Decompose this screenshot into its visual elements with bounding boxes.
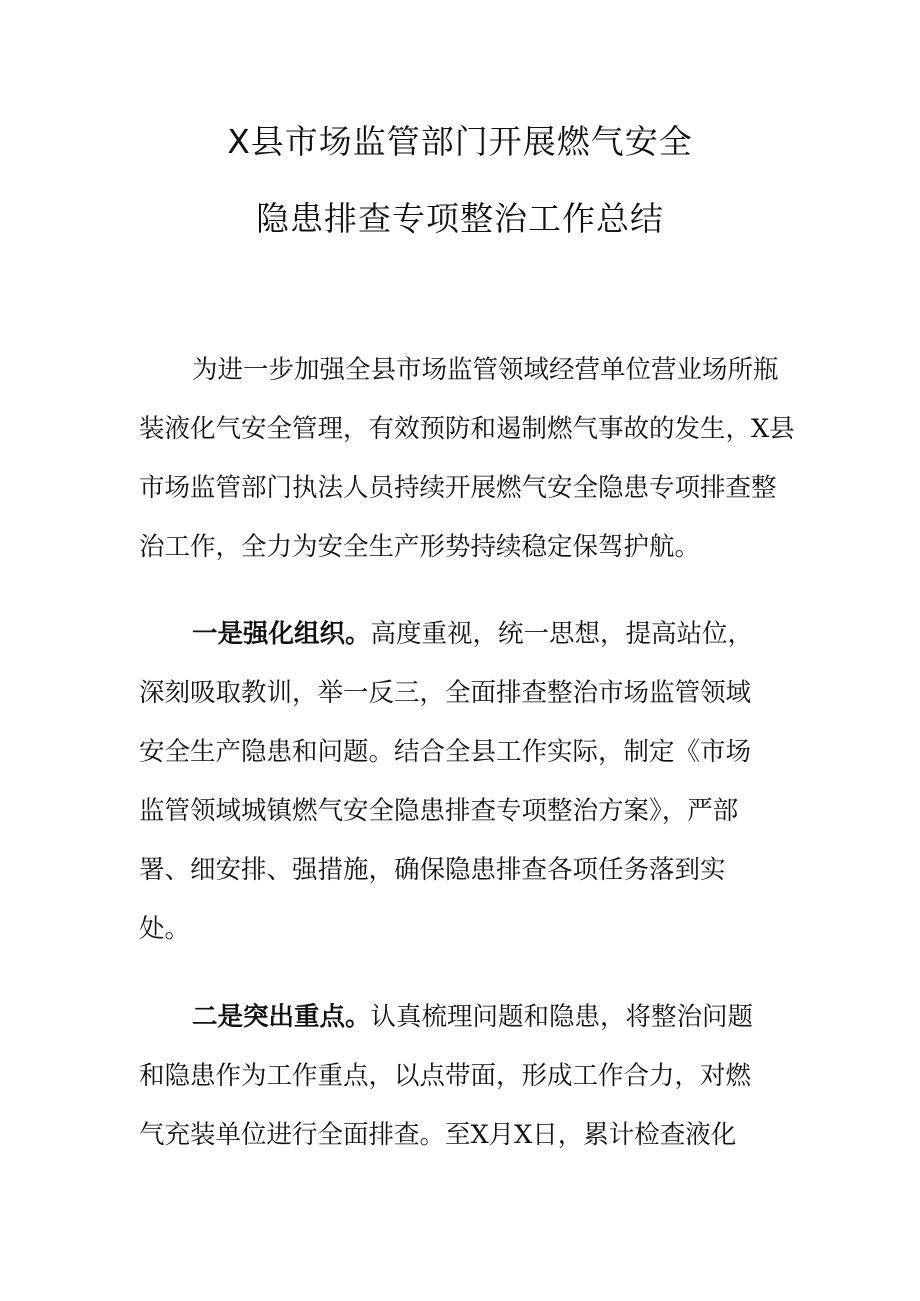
paragraph-highlight-priorities: [139, 988, 771, 1165]
paragraph-intro-text: 为进一步加强全县市场监管领域经营单位营业场所瓶装液化气安全管理，有效预防和遏制燃气事故的发生，X县市场监管部门执法人员持续开展燃气安全隐患专项排查整治工作，全力为安全生产形势持续稳定保驾护航。: [139, 355, 795, 562]
paragraph-lead-heading: 一是强化组织。: [192, 619, 371, 649]
paragraph-strengthen-organization: [139, 605, 771, 959]
paragraph-lead-heading: 二是突出重点。: [192, 1002, 371, 1032]
document-title-line-1: X县市场监管部门开展燃气安全: [227, 122, 693, 161]
document-title-line-2: 隐患排查专项整治工作总结: [256, 199, 664, 238]
paragraph-body-text: 认真梳理问题和隐患，将整治问题和隐患作为工作重点，以点带面，形成工作合力，对燃气充装单位进行全面排查。至X月X日，累计检查液化: [139, 1002, 754, 1150]
paragraph-body-text: 高度重视，统一思想，提高站位，深刻吸取教训，举一反三，全面排查整治市场监管领域安全生产隐患和问题。结合全县工作实际，制定《市场监管领域城镇燃气安全隐患排查专项整治方案》，严部署、细安排、强措施，确保隐患排查各项任务落到实处。: [139, 619, 754, 944]
paragraph-intro: [139, 341, 801, 577]
